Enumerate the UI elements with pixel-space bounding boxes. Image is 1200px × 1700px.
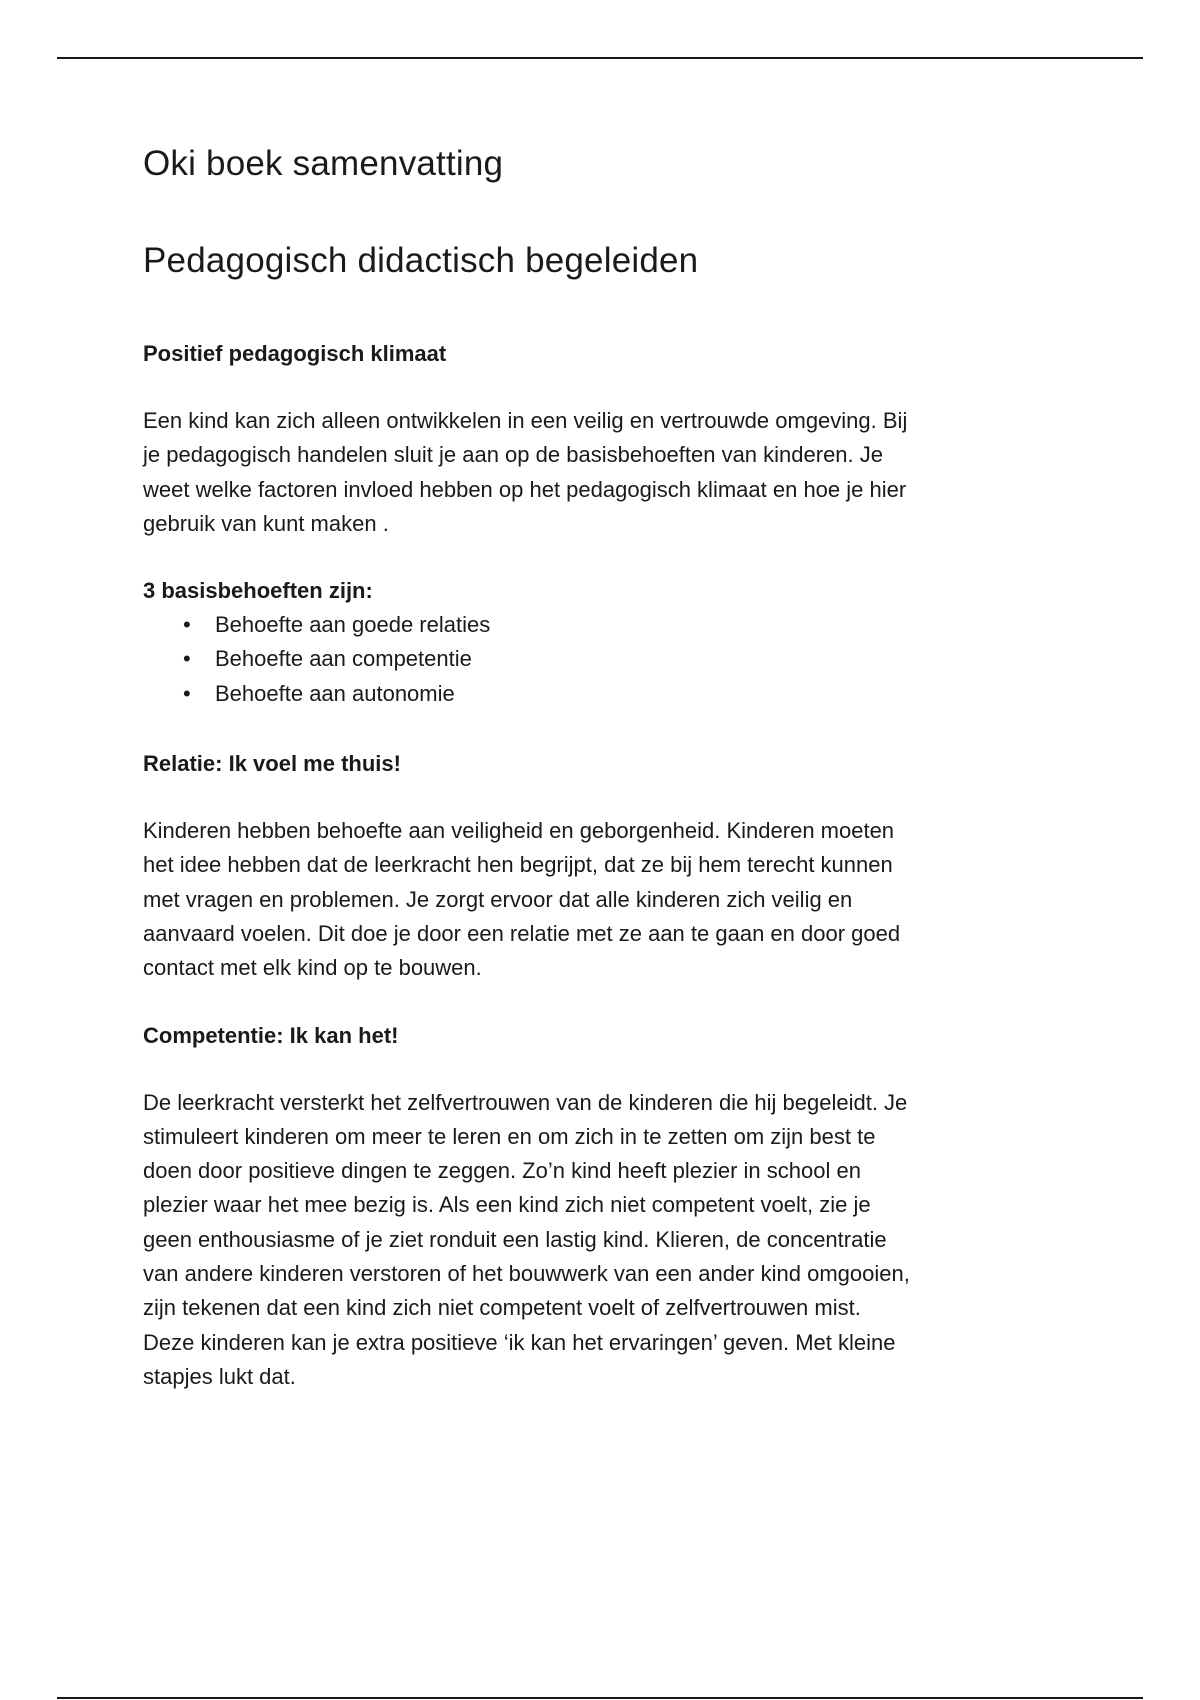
- basisbehoeften-list: [143, 608, 1063, 711]
- paragraph-line: Een kind kan zich alleen ontwikkelen in een veilig en vertrouwde omgeving. Bij: [143, 408, 908, 433]
- header-rule: [57, 57, 1143, 59]
- paragraph-line: plezier waar het mee bezig is. Als een kind zich niet competent voelt, zie je: [143, 1192, 871, 1218]
- list-item: [143, 677, 1063, 711]
- document-title: Oki boek samenvatting: [143, 144, 504, 183]
- list-item-text: Behoefte aan competentie: [215, 646, 472, 672]
- paragraph-line: doen door positieve dingen te zeggen. Zo’n kind heeft plezier in school en: [143, 1158, 861, 1184]
- bullet-icon: •: [183, 612, 191, 638]
- paragraph-line: aanvaard voelen. Dit doe je door een relatie met ze aan te gaan en door goed: [143, 920, 901, 946]
- bullet-icon: •: [183, 646, 191, 672]
- footer-rule: [57, 1697, 1143, 1699]
- paragraph-line: Deze kinderen kan je extra positieve ‘ik kan het ervaringen’ geven. Met kleine: [143, 1329, 896, 1355]
- paragraph-line: je pedagogisch handelen sluit je aan op de basisbehoeften van kinderen. Je: [143, 442, 883, 468]
- list-item: [143, 642, 1063, 676]
- document-body: [143, 140, 1063, 1394]
- paragraph-competentie: [143, 1086, 1063, 1395]
- list-item-text: Behoefte aan goede relaties: [215, 612, 491, 638]
- bullet-icon: •: [183, 680, 191, 706]
- section-heading-klimaat: Positief pedagogisch klimaat: [143, 341, 447, 366]
- section-heading-competentie: Competentie: Ik kan het!: [143, 1022, 399, 1048]
- document-subtitle: Pedagogisch didactisch begeleiden: [143, 241, 699, 280]
- paragraph-klimaat: [143, 404, 1063, 541]
- paragraph-line: het idee hebben dat de leerkracht hen begrijpt, dat ze bij hem terecht kunnen: [143, 852, 893, 878]
- paragraph-line: stapjes lukt dat.: [143, 1363, 296, 1389]
- list-item: [143, 608, 1063, 642]
- paragraph-line: gebruik van kunt maken .: [143, 510, 389, 536]
- paragraph-line: stimuleert kinderen om meer te leren en om zich in te zetten om zijn best te: [143, 1123, 876, 1149]
- paragraph-line: Kinderen hebben behoefte aan veiligheid en geborgenheid. Kinderen moeten: [143, 818, 895, 844]
- list-item-text: Behoefte aan autonomie: [215, 680, 455, 706]
- paragraph-line: De leerkracht versterkt het zelfvertrouwen van de kinderen die hij begeleidt. Je: [143, 1089, 908, 1115]
- paragraph-line: geen enthousiasme of je ziet ronduit een lastig kind. Klieren, de concentratie: [143, 1226, 887, 1252]
- paragraph-line: zijn tekenen dat een kind zich niet competent voelt of zelfvertrouwen mist.: [143, 1295, 861, 1321]
- paragraph-line: contact met elk kind op te bouwen.: [143, 955, 482, 981]
- paragraph-line: met vragen en problemen. Je zorgt ervoor dat alle kinderen zich veilig en: [143, 886, 853, 912]
- section-heading-relatie: Relatie: Ik voel me thuis!: [143, 751, 401, 777]
- section-heading-basisbehoeften: 3 basisbehoeften zijn:: [143, 578, 373, 604]
- paragraph-relatie: [143, 814, 1063, 985]
- paragraph-line: van andere kinderen verstoren of het bouwwerk van een ander kind omgooien,: [143, 1261, 910, 1287]
- paragraph-line: weet welke factoren invloed hebben op het pedagogisch klimaat en hoe je hier: [143, 476, 907, 502]
